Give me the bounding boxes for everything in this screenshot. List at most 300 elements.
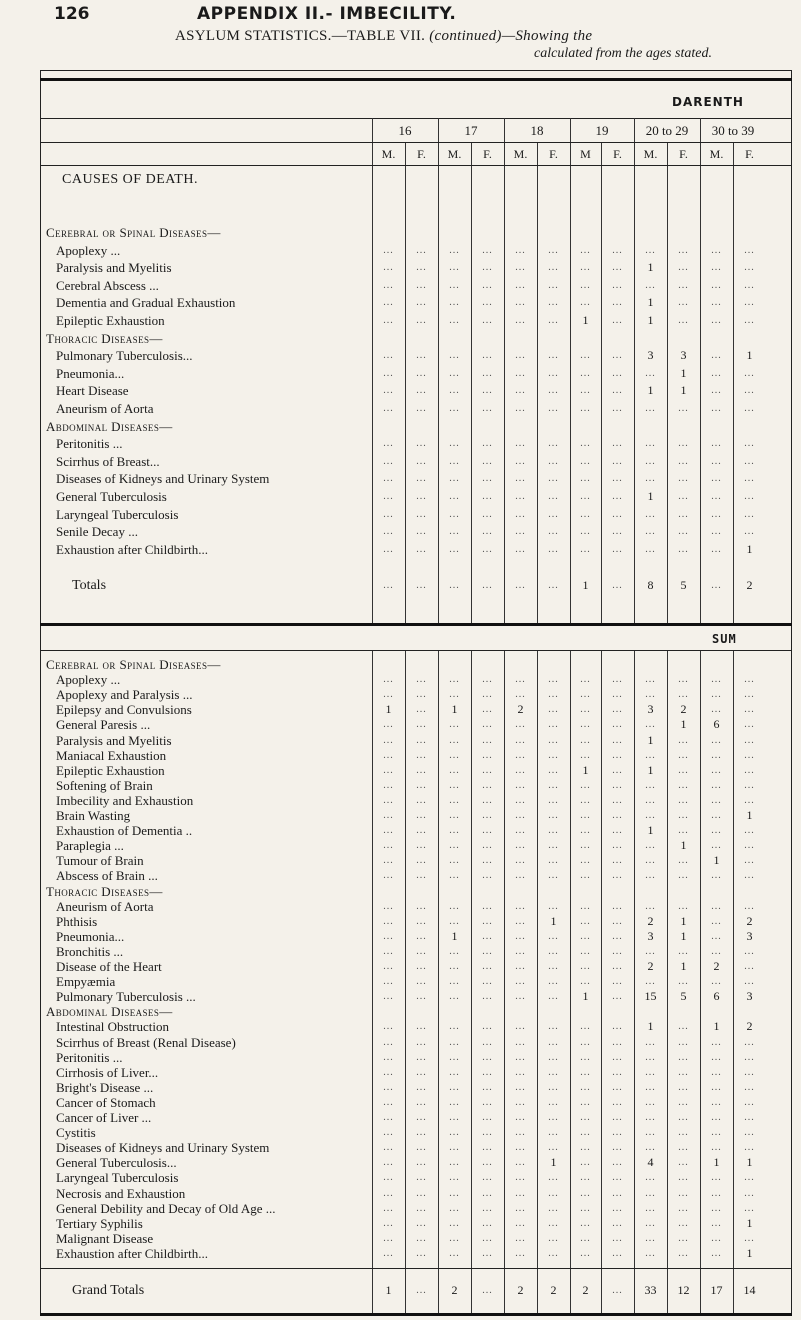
table-cell: ... bbox=[482, 473, 493, 485]
cause-label: Epileptic Exhaustion bbox=[56, 762, 165, 778]
table-cell: ... bbox=[744, 1187, 755, 1199]
table-cell: ... bbox=[744, 779, 755, 791]
table-cell: ... bbox=[744, 855, 755, 867]
table-cell: ... bbox=[580, 1081, 591, 1093]
table-cell: ... bbox=[449, 1157, 460, 1169]
table-cell: ... bbox=[482, 930, 493, 942]
table-cell: 1 bbox=[746, 1155, 753, 1170]
table-cell: ... bbox=[515, 1081, 526, 1093]
cause-label: Intestinal Obstruction bbox=[56, 1019, 170, 1035]
table-cell: ... bbox=[482, 1096, 493, 1108]
table-cell: ... bbox=[612, 491, 623, 502]
table-cell: ... bbox=[482, 825, 493, 837]
section-heading: Cerebral or Spinal Diseases— bbox=[46, 657, 221, 672]
table-cell: ... bbox=[515, 262, 526, 274]
table-cell: ... bbox=[482, 945, 493, 957]
table-cell: ... bbox=[482, 262, 493, 274]
table-cell: ... bbox=[548, 734, 559, 746]
table-cell: ... bbox=[645, 1051, 656, 1063]
table-cell: ... bbox=[383, 840, 394, 852]
table-cell: ... bbox=[678, 945, 689, 957]
table-cell: ... bbox=[449, 1127, 460, 1139]
table-cell: ... bbox=[678, 262, 689, 274]
table-cell: 5 bbox=[680, 989, 687, 1004]
table-cell: 1 bbox=[582, 989, 589, 1004]
table-cell: ... bbox=[416, 1051, 427, 1063]
table-cell: ... bbox=[449, 1247, 460, 1259]
cause-label: Phthisis bbox=[56, 913, 98, 929]
table-cell: ... bbox=[744, 689, 755, 701]
table-cell: ... bbox=[449, 1036, 460, 1048]
table-cell: ... bbox=[383, 1217, 394, 1229]
table-cell: ... bbox=[711, 1202, 722, 1214]
cause-label: General Tuberculosis... bbox=[56, 1155, 177, 1171]
cause-label: Diseases of Kidneys and Urinary System bbox=[56, 1140, 270, 1156]
table-cell: ... bbox=[416, 900, 427, 912]
table-cell: ... bbox=[580, 526, 591, 538]
table-cell: ... bbox=[744, 1232, 755, 1244]
table-subtitle: calculated from the ages stated. bbox=[534, 46, 712, 61]
table-cell: ... bbox=[515, 1021, 526, 1033]
table-cell: 1 bbox=[680, 365, 687, 380]
table-cell: ... bbox=[580, 779, 591, 791]
table-cell: ... bbox=[711, 1096, 722, 1108]
table-cell: ... bbox=[548, 1096, 559, 1108]
table-cell: ... bbox=[416, 350, 427, 362]
table-cell: ... bbox=[612, 279, 623, 291]
table-cell: ... bbox=[744, 1081, 755, 1093]
table-cell: ... bbox=[744, 491, 755, 502]
causes-header: CAUSES OF DEATH. bbox=[62, 172, 198, 187]
table-cell: ... bbox=[678, 279, 689, 291]
table-cell: ... bbox=[515, 1157, 526, 1169]
table-cell: ... bbox=[580, 491, 591, 502]
cause-label: General Paresis ... bbox=[56, 717, 151, 733]
table-cell: ... bbox=[482, 367, 493, 379]
table-cell: ... bbox=[744, 1112, 755, 1123]
table-cell: 1 bbox=[746, 1215, 753, 1230]
table-cell: ... bbox=[449, 403, 460, 414]
table-cell: ... bbox=[449, 1096, 460, 1108]
table-cell: ... bbox=[482, 315, 493, 326]
table-cell: ... bbox=[548, 438, 559, 450]
table-cell: ... bbox=[744, 734, 755, 746]
table-cell: ... bbox=[711, 491, 722, 502]
table-cell: ... bbox=[383, 491, 394, 502]
table-cell: ... bbox=[482, 1232, 493, 1244]
cause-label: Peritonitis ... bbox=[56, 1049, 123, 1065]
table-cell: ... bbox=[678, 244, 689, 256]
table-cell: ... bbox=[711, 1081, 722, 1093]
table-cell: ... bbox=[580, 543, 591, 555]
table-cell: ... bbox=[678, 543, 689, 555]
table-cell: ... bbox=[548, 491, 559, 502]
table-cell: ... bbox=[515, 1217, 526, 1229]
cause-label: Imbecility and Exhaustion bbox=[56, 792, 194, 808]
table-cell: ... bbox=[383, 1127, 394, 1139]
table-cell: ... bbox=[645, 749, 656, 761]
table-cell: ... bbox=[416, 734, 427, 746]
table-cell: ... bbox=[580, 350, 591, 362]
table-cell: ... bbox=[383, 870, 394, 882]
table-cell: 1 bbox=[647, 762, 654, 777]
table-cell: ... bbox=[580, 749, 591, 761]
table-cell: 2 bbox=[713, 959, 720, 973]
table-cell: ... bbox=[482, 438, 493, 450]
table-cell: ... bbox=[383, 526, 394, 538]
cause-label: Cancer of Liver ... bbox=[56, 1110, 152, 1125]
darenth-end-rule bbox=[40, 623, 792, 626]
table-cell: ... bbox=[416, 315, 427, 326]
table-cell: ... bbox=[744, 764, 755, 776]
table-cell: ... bbox=[548, 1051, 559, 1063]
table-cell: ... bbox=[711, 1232, 722, 1244]
table-cell: ... bbox=[548, 367, 559, 379]
table-cell: ... bbox=[744, 900, 755, 912]
table-cell: ... bbox=[482, 1127, 493, 1139]
table-cell: ... bbox=[678, 455, 689, 467]
table-cell: ... bbox=[678, 1217, 689, 1229]
table-cell: ... bbox=[482, 810, 493, 821]
table-cell: ... bbox=[744, 870, 755, 882]
table-cell: ... bbox=[416, 1112, 427, 1123]
total-cell: 8 bbox=[647, 578, 654, 592]
table-cell: ... bbox=[515, 403, 526, 414]
cause-label: Bright's Disease ... bbox=[56, 1079, 154, 1095]
table-cell: ... bbox=[449, 244, 460, 256]
table-cell: ... bbox=[482, 455, 493, 467]
table-cell: ... bbox=[515, 961, 526, 972]
table-cell: ... bbox=[449, 491, 460, 502]
table-cell: ... bbox=[744, 455, 755, 467]
table-cell: ... bbox=[645, 1081, 656, 1093]
table-cell: ... bbox=[515, 930, 526, 942]
table-cell: ... bbox=[449, 1172, 460, 1184]
cause-label: Apoplexy and Paralysis ... bbox=[56, 687, 193, 703]
table-cell: ... bbox=[449, 1217, 460, 1229]
table-cell: 1 bbox=[647, 732, 654, 747]
table-cell: ... bbox=[548, 870, 559, 882]
table-cell: ... bbox=[416, 1187, 427, 1199]
table-cell: ... bbox=[744, 438, 755, 450]
table-cell: ... bbox=[678, 749, 689, 761]
table-cell: ... bbox=[548, 1172, 559, 1184]
cause-label: Cystitis bbox=[56, 1125, 96, 1141]
cause-label: Pulmonary Tuberculosis... bbox=[56, 348, 193, 364]
table-cell: ... bbox=[580, 945, 591, 957]
table-cell: ... bbox=[449, 794, 460, 806]
total-cell: ... bbox=[711, 580, 722, 591]
table-cell: ... bbox=[482, 991, 493, 1003]
table-cell: ... bbox=[711, 279, 722, 291]
table-cell: ... bbox=[580, 508, 591, 520]
table-cell: ... bbox=[383, 1066, 394, 1078]
sex-header: M. bbox=[709, 147, 724, 161]
table-cell: ... bbox=[449, 900, 460, 912]
cause-label: Tumour of Brain bbox=[56, 853, 144, 869]
table-cell: ... bbox=[416, 1081, 427, 1093]
table-cell: ... bbox=[612, 794, 623, 806]
total-cell: ... bbox=[482, 580, 493, 591]
cause-label: Scirrhus of Breast (Renal Disease) bbox=[56, 1034, 236, 1050]
table-cell: ... bbox=[416, 1217, 427, 1229]
bottom-rule bbox=[40, 1313, 792, 1316]
table-cell: 1 bbox=[647, 823, 654, 838]
table-cell: ... bbox=[580, 704, 591, 716]
table-cell: ... bbox=[678, 1036, 689, 1048]
table-cell: ... bbox=[744, 1051, 755, 1063]
table-cell: ... bbox=[383, 1051, 394, 1063]
table-cell: ... bbox=[515, 976, 526, 988]
table-cell: ... bbox=[515, 719, 526, 731]
table-cell: ... bbox=[515, 1066, 526, 1078]
table-cell: ... bbox=[482, 526, 493, 538]
table-cell: ... bbox=[678, 1232, 689, 1244]
table-cell: ... bbox=[383, 1202, 394, 1214]
table-cell: ... bbox=[548, 689, 559, 701]
table-cell: ... bbox=[580, 840, 591, 852]
table-cell: ... bbox=[744, 704, 755, 716]
table-cell: ... bbox=[711, 870, 722, 882]
table-cell: ... bbox=[515, 1187, 526, 1199]
table-cell: ... bbox=[548, 1066, 559, 1078]
table-cell: ... bbox=[612, 526, 623, 538]
table-cell: ... bbox=[548, 262, 559, 274]
table-cell: 3 bbox=[680, 348, 687, 363]
table-title bbox=[175, 28, 592, 45]
table-cell: ... bbox=[580, 794, 591, 806]
table-cell: ... bbox=[612, 719, 623, 731]
table-cell: ... bbox=[416, 297, 427, 309]
table-cell: ... bbox=[612, 1217, 623, 1229]
cause-label: Epileptic Exhaustion bbox=[56, 313, 165, 328]
table-cell: ... bbox=[548, 749, 559, 761]
table-cell: ... bbox=[645, 689, 656, 701]
table-cell: 1 bbox=[713, 853, 720, 868]
table-cell: ... bbox=[678, 1081, 689, 1093]
table-cell: ... bbox=[612, 1066, 623, 1078]
table-cell: ... bbox=[482, 961, 493, 972]
table-cell: ... bbox=[744, 961, 755, 972]
table-cell: 1 bbox=[550, 913, 557, 928]
table-cell: ... bbox=[482, 764, 493, 776]
table-cell: ... bbox=[449, 473, 460, 485]
table-cell: ... bbox=[612, 297, 623, 309]
section-heading: Abdominal Diseases— bbox=[46, 418, 173, 434]
table-cell: ... bbox=[580, 1142, 591, 1154]
table-cell: ... bbox=[744, 367, 755, 379]
table-cell: ... bbox=[383, 976, 394, 988]
sum-top-rule bbox=[40, 650, 792, 651]
cause-label: Disease of the Heart bbox=[56, 959, 162, 974]
total-cell: 2 bbox=[746, 578, 753, 592]
sex-header: M. bbox=[643, 147, 658, 161]
table-cell: ... bbox=[612, 1096, 623, 1108]
table-cell: ... bbox=[612, 1021, 623, 1033]
table-cell: ... bbox=[548, 855, 559, 867]
table-cell: ... bbox=[482, 350, 493, 362]
table-cell: ... bbox=[416, 1036, 427, 1048]
table-cell: ... bbox=[383, 825, 394, 837]
table-cell: ... bbox=[383, 1081, 394, 1093]
section-heading: Abdominal Diseases— bbox=[46, 1004, 173, 1020]
table-cell: ... bbox=[711, 508, 722, 520]
table-cell: ... bbox=[416, 438, 427, 450]
table-cell: ... bbox=[678, 1172, 689, 1184]
table-cell: ... bbox=[645, 279, 656, 291]
table-cell: 1 bbox=[647, 383, 654, 398]
cause-label: Softening of Brain bbox=[56, 777, 153, 793]
table-cell: ... bbox=[744, 945, 755, 957]
table-cell: 1 bbox=[647, 260, 654, 275]
table-cell: ... bbox=[416, 719, 427, 731]
table-cell: 1 bbox=[746, 1245, 753, 1260]
table-cell: ... bbox=[711, 1112, 722, 1123]
table-cell: ... bbox=[645, 1127, 656, 1139]
table-cell: ... bbox=[482, 749, 493, 761]
totals-label: Grand Totals bbox=[72, 1283, 145, 1298]
table-cell: ... bbox=[744, 1096, 755, 1108]
table-cell: ... bbox=[515, 473, 526, 485]
table-cell: ... bbox=[515, 543, 526, 555]
table-cell: ... bbox=[548, 473, 559, 485]
cause-label: Diseases of Kidneys and Urinary System bbox=[56, 471, 270, 487]
table-cell: 2 bbox=[680, 702, 687, 717]
table-cell: ... bbox=[515, 367, 526, 379]
table-cell: ... bbox=[548, 279, 559, 291]
table-cell: ... bbox=[612, 976, 623, 988]
table-cell: ... bbox=[515, 734, 526, 746]
age-group-header: 19 bbox=[595, 123, 609, 138]
table-cell: ... bbox=[449, 367, 460, 379]
table-cell: ... bbox=[744, 1127, 755, 1139]
table-cell: ... bbox=[645, 1217, 656, 1229]
table-cell: ... bbox=[548, 779, 559, 791]
table-cell: 1 bbox=[451, 702, 458, 717]
table-cell: ... bbox=[678, 810, 689, 821]
table-cell: ... bbox=[482, 674, 493, 686]
table-cell: ... bbox=[515, 779, 526, 791]
table-cell: ... bbox=[744, 297, 755, 309]
table-cell: ... bbox=[548, 1202, 559, 1214]
total-cell: 14 bbox=[743, 1283, 756, 1297]
table-cell: ... bbox=[711, 403, 722, 414]
table-cell: ... bbox=[645, 976, 656, 988]
table-cell: ... bbox=[449, 870, 460, 882]
table-cell: ... bbox=[678, 689, 689, 701]
table-cell: ... bbox=[416, 870, 427, 882]
table-cell: ... bbox=[383, 350, 394, 362]
table-cell: ... bbox=[612, 1202, 623, 1214]
table-cell: ... bbox=[711, 900, 722, 912]
table-cell: ... bbox=[678, 734, 689, 746]
table-cell: ... bbox=[612, 262, 623, 274]
table-cell: ... bbox=[482, 385, 493, 397]
table-cell: 2 bbox=[647, 959, 654, 973]
table-cell: ... bbox=[548, 961, 559, 972]
table-cell: ... bbox=[383, 945, 394, 957]
table-cell: ... bbox=[580, 1172, 591, 1184]
table-cell: ... bbox=[482, 840, 493, 852]
age-group-header: 20 to 29 bbox=[645, 123, 689, 138]
table-cell: ... bbox=[482, 244, 493, 256]
table-cell: ... bbox=[482, 976, 493, 988]
table-cell: ... bbox=[515, 526, 526, 538]
appendix-heading: APPENDIX II.- IMBECILITY. bbox=[197, 4, 457, 24]
total-cell: ... bbox=[482, 1285, 493, 1296]
table-cell: ... bbox=[612, 810, 623, 821]
table-cell: 1 bbox=[582, 313, 589, 327]
table-cell: ... bbox=[612, 455, 623, 467]
table-cell: ... bbox=[548, 764, 559, 776]
table-cell: ... bbox=[612, 403, 623, 414]
table-cell: ... bbox=[711, 543, 722, 555]
section-heading: Cerebral or Spinal Diseases— bbox=[46, 225, 221, 240]
table-cell: ... bbox=[678, 1142, 689, 1154]
table-cell: ... bbox=[515, 455, 526, 467]
table-cell: ... bbox=[711, 1036, 722, 1048]
table-cell: ... bbox=[449, 350, 460, 362]
table-cell: ... bbox=[449, 779, 460, 791]
table-cell: ... bbox=[515, 491, 526, 502]
cause-label: Pulmonary Tuberculosis ... bbox=[56, 989, 196, 1005]
table-cell: ... bbox=[515, 840, 526, 852]
table-cell: ... bbox=[744, 1036, 755, 1048]
table-cell: ... bbox=[515, 350, 526, 362]
table-cell: ... bbox=[645, 719, 656, 731]
table-cell: ... bbox=[711, 674, 722, 686]
table-cell: ... bbox=[482, 279, 493, 291]
table-cell: ... bbox=[645, 455, 656, 467]
table-cell: ... bbox=[449, 719, 460, 731]
table-cell: 4 bbox=[647, 1155, 654, 1170]
table-cell: ... bbox=[416, 1157, 427, 1169]
table-cell: ... bbox=[580, 1051, 591, 1063]
table-cell: ... bbox=[548, 674, 559, 686]
table-cell: ... bbox=[744, 1066, 755, 1078]
section-heading: Thoracic Diseases— bbox=[46, 883, 163, 899]
total-cell: 33 bbox=[644, 1283, 657, 1297]
table-cell: ... bbox=[580, 1066, 591, 1078]
table-cell: ... bbox=[515, 1202, 526, 1214]
table-cell: ... bbox=[416, 244, 427, 256]
table-cell: ... bbox=[416, 1142, 427, 1154]
table-cell: ... bbox=[482, 1081, 493, 1093]
table-cell: 1 bbox=[680, 928, 687, 943]
table-cell: ... bbox=[645, 1036, 656, 1048]
table-cell: ... bbox=[548, 900, 559, 912]
table-cell: ... bbox=[678, 900, 689, 912]
cause-label: General Tuberculosis bbox=[56, 489, 167, 504]
table-cell: ... bbox=[449, 438, 460, 450]
table-cell: ... bbox=[515, 749, 526, 761]
total-cell: 2 bbox=[517, 1283, 524, 1297]
cause-label: Paralysis and Myelitis bbox=[56, 732, 172, 748]
table-cell: 1 bbox=[680, 383, 687, 398]
table-cell: ... bbox=[548, 704, 559, 716]
sex-header: F. bbox=[613, 147, 622, 161]
table-cell: 2 bbox=[746, 913, 753, 928]
table-cell: ... bbox=[645, 1187, 656, 1199]
table-cell: ... bbox=[645, 1232, 656, 1244]
table-cell: 1 bbox=[746, 541, 753, 556]
table-cell: ... bbox=[515, 689, 526, 701]
table-cell: ... bbox=[580, 870, 591, 882]
table-cell: ... bbox=[612, 1232, 623, 1244]
table-cell: 1 bbox=[713, 1155, 720, 1170]
table-cell: ... bbox=[580, 403, 591, 414]
sex-header: F. bbox=[745, 147, 754, 161]
